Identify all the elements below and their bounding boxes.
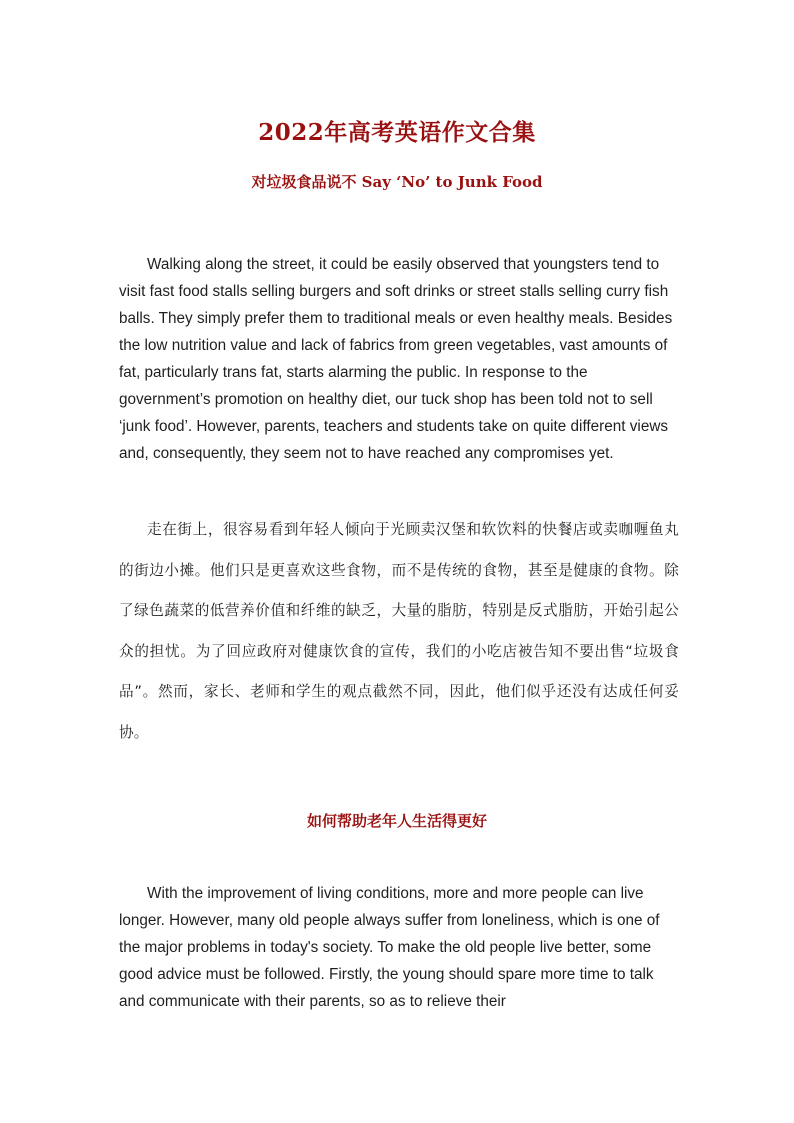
section-heading-junk-food: 对垃圾食品说不 Say ‘No’ to Junk Food xyxy=(251,173,543,191)
paragraph-english-elderly: With the improvement of living conditions, more and more people can live longer. However, many old people always suffer from loneliness, which is one of the major problems in today's society. To make the old people live better, some good advice must be followed. Firstly, the young should spare more time to talk and communicate with their parents, so as to relieve their xyxy=(119,885,660,1010)
paragraph-english-junk-food: Walking along the street, it could be easily observed that youngsters tend to visit fast food stalls selling burgers and soft drinks or street stalls selling curry fish balls. They simply prefer them to traditional meals or even healthy meals. Besides the low nutrition value and lack of fabrics from green vegetables, vast amounts of fat, particularly trans fat, starts alarming the public. In response to the government’s promotion on healthy diet, our tuck shop has been told not to sell ‘junk food’. However, parents, teachers and students take on quite different views and, consequently, they seem not to have reached any compromises yet. xyxy=(119,256,673,462)
document-title: 2022年高考英语作文合集 xyxy=(258,119,536,146)
paragraph-chinese-junk-food: 走在街上，很容易看到年轻人倾向于光顾卖汉堡和软饮料的快餐店或卖咖喱鱼丸的街边小摊。他们只是更喜欢这些食物，而不是传统的食物，甚至是健康的食物。除了绿色蔬菜的低营养价值和纤维的缺乏，大量的脂肪，特别是反式脂肪，开始引起公众的担忧。为了回应政府对健康饮食的宣传，我们的小吃店被告知不要出售“垃圾食品”。然而，家长、老师和学生的观点截然不同，因此，他们似乎还没有达成任何妥协。 xyxy=(119,521,679,741)
section-heading-elderly: 如何帮助老年人生活得更好 xyxy=(306,812,487,830)
